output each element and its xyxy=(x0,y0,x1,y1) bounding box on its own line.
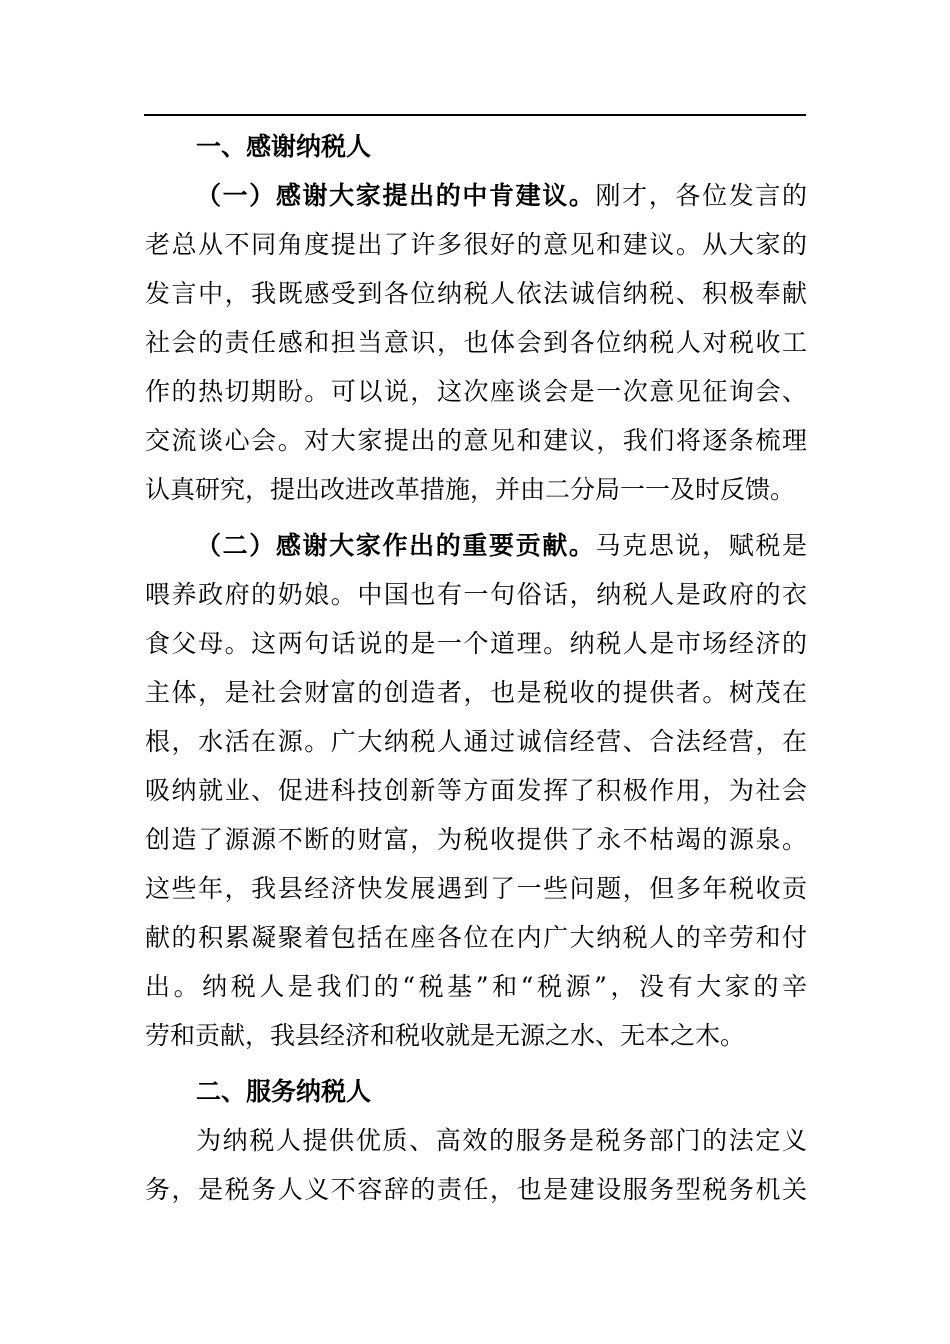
section-heading: 一、感谢纳税人 xyxy=(196,132,372,161)
paragraph-lead: （二）感谢大家作出的重要贡献。 xyxy=(196,531,596,560)
paragraph-line: 食父母。这两句话说的是一个道理。纳税人是市场经济的 xyxy=(145,629,807,658)
paragraph-line: 根，水活在源。广大纳税人通过诚信经营、合法经营，在 xyxy=(145,727,807,756)
paragraph-line: 创造了源源不断的财富，为税收提供了永不枯竭的源泉。 xyxy=(145,825,807,854)
paragraph-line: 出。纳税人是我们的“税基”和“税源”，没有大家的辛 xyxy=(145,972,807,1001)
paragraph-lead: （一）感谢大家提出的中肯建议。 xyxy=(196,181,596,210)
paragraph-line: 社会的责任感和担当意识，也体会到各位纳税人对税收工 xyxy=(145,328,807,357)
paragraph-line: 务，是税务人义不容辞的责任，也是建设服务型税务机关 xyxy=(145,1175,807,1204)
paragraph-text: 刚才，各位发言的 xyxy=(595,181,807,210)
paragraph-line: 为纳税人提供优质、高效的服务是税务部门的法定义 xyxy=(196,1126,807,1155)
section-heading: 二、服务纳税人 xyxy=(196,1077,372,1106)
paragraph-line xyxy=(196,180,807,212)
paragraph-line: 吸纳就业、促进科技创新等方面发挥了积极作用，为社会 xyxy=(145,776,807,805)
paragraph-line: 发言中，我既感受到各位纳税人依法诚信纳税、积极奉献 xyxy=(145,279,807,308)
paragraph-line xyxy=(196,530,807,562)
paragraph-line: 劳和贡献，我县经济和税收就是无源之水、无本之木。 xyxy=(145,1021,746,1050)
paragraph-line: 喂养政府的奶娘。中国也有一句俗话，纳税人是政府的衣 xyxy=(145,580,807,609)
paragraph-line: 作的热切期盼。可以说，这次座谈会是一次意见征询会、 xyxy=(145,377,807,406)
paragraph-line: 交流谈心会。对大家提出的意见和建议，我们将逐条梳理 xyxy=(145,426,807,455)
paragraph-text: 马克思说，赋税是 xyxy=(595,531,807,560)
paragraph-line: 主体，是社会财富的创造者，也是税收的提供者。树茂在 xyxy=(145,678,807,707)
paragraph-line: 这些年，我县经济快发展遇到了一些问题，但多年税收贡 xyxy=(145,874,807,903)
header-rule xyxy=(144,114,806,116)
paragraph-line: 认真研究，提出改进改革措施，并由二分局一一及时反馈。 xyxy=(145,475,796,504)
paragraph-line: 献的积累凝聚着包括在座各位在内广大纳税人的辛劳和付 xyxy=(145,923,807,952)
paragraph-line: 老总从不同角度提出了许多很好的意见和建议。从大家的 xyxy=(145,230,807,259)
